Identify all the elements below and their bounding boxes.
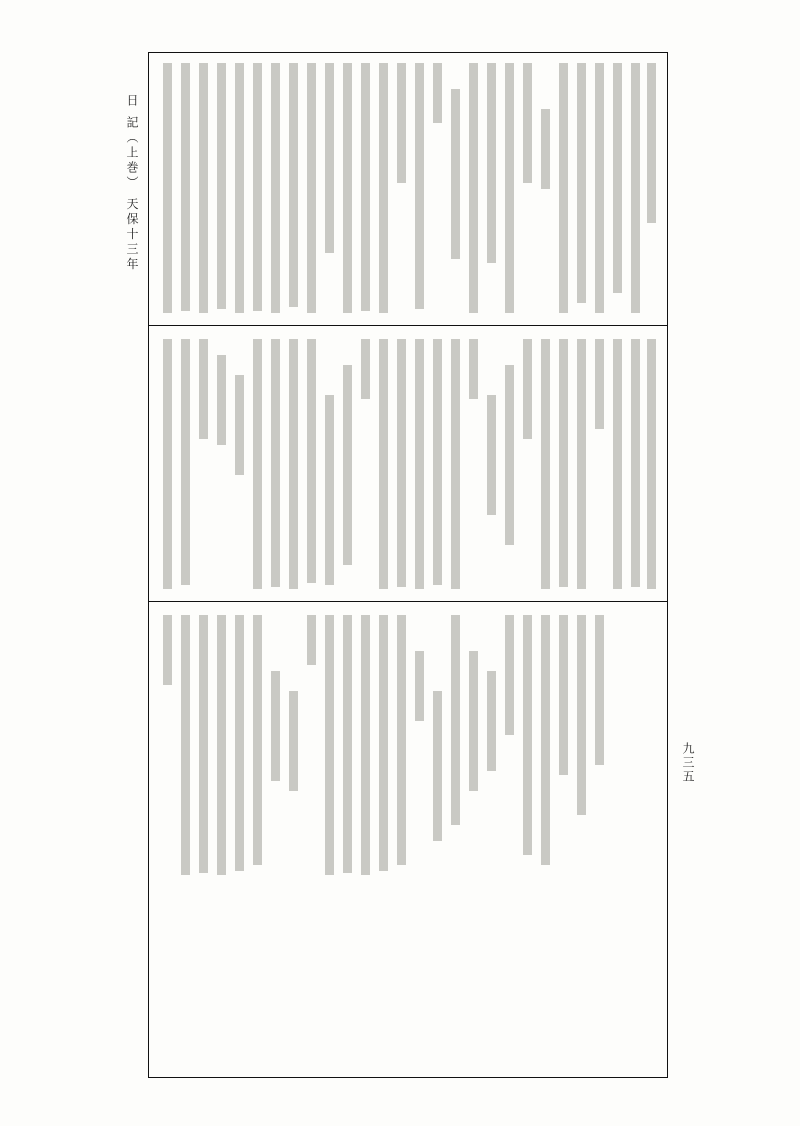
text-line-placeholder xyxy=(451,89,460,259)
text-line-placeholder xyxy=(595,63,604,313)
text-line-placeholder xyxy=(559,339,568,587)
text-line-placeholder xyxy=(595,615,604,765)
middle-section-lines xyxy=(159,335,659,595)
text-line-placeholder xyxy=(361,63,370,311)
text-line-placeholder xyxy=(541,615,550,865)
text-line-placeholder xyxy=(343,63,352,313)
text-line-placeholder xyxy=(163,339,172,589)
text-line-placeholder xyxy=(505,615,514,735)
text-line-placeholder xyxy=(181,339,190,585)
text-line-placeholder xyxy=(343,615,352,873)
middle-section-text xyxy=(159,335,657,595)
text-line-placeholder xyxy=(595,339,604,429)
text-line-placeholder xyxy=(289,339,298,589)
text-line-placeholder xyxy=(397,339,406,587)
text-line-placeholder xyxy=(613,339,622,589)
text-line-placeholder xyxy=(325,395,334,585)
text-line-placeholder xyxy=(469,63,478,313)
text-line-placeholder xyxy=(415,63,424,309)
bottom-section-text xyxy=(159,611,657,881)
text-line-placeholder xyxy=(523,615,532,855)
text-line-placeholder xyxy=(307,615,316,665)
text-line-placeholder xyxy=(451,615,460,825)
text-line-placeholder xyxy=(577,339,586,589)
text-line-placeholder xyxy=(577,63,586,303)
text-line-placeholder xyxy=(415,339,424,589)
text-line-placeholder xyxy=(647,339,656,589)
text-line-placeholder xyxy=(235,615,244,871)
text-line-placeholder xyxy=(199,339,208,439)
text-line-placeholder xyxy=(253,63,262,311)
text-line-placeholder xyxy=(325,615,334,875)
text-line-placeholder xyxy=(307,63,316,313)
text-line-placeholder xyxy=(631,339,640,587)
text-line-placeholder xyxy=(541,109,550,189)
text-line-placeholder xyxy=(469,651,478,791)
text-line-placeholder xyxy=(217,63,226,309)
text-line-placeholder xyxy=(253,339,262,589)
text-line-placeholder xyxy=(647,63,656,223)
text-line-placeholder xyxy=(559,63,568,313)
text-line-placeholder xyxy=(433,691,442,841)
text-line-placeholder xyxy=(163,615,172,685)
text-line-placeholder xyxy=(289,63,298,307)
text-line-placeholder xyxy=(217,355,226,445)
section-divider-1 xyxy=(149,325,667,326)
running-head: 日 記（上巻） 天保十三年 xyxy=(125,94,139,273)
text-line-placeholder xyxy=(379,615,388,871)
top-section-lines xyxy=(159,59,659,321)
text-line-placeholder xyxy=(271,671,280,781)
text-line-placeholder xyxy=(397,63,406,183)
text-line-placeholder xyxy=(289,691,298,791)
text-line-placeholder xyxy=(217,615,226,875)
text-line-placeholder xyxy=(487,395,496,515)
text-line-placeholder xyxy=(559,615,568,775)
text-line-placeholder xyxy=(181,615,190,875)
text-line-placeholder xyxy=(181,63,190,311)
text-line-placeholder xyxy=(307,339,316,583)
text-line-placeholder xyxy=(379,339,388,589)
text-line-placeholder xyxy=(523,339,532,439)
text-line-placeholder xyxy=(487,671,496,771)
text-line-placeholder xyxy=(469,339,478,399)
text-line-placeholder xyxy=(199,63,208,313)
text-line-placeholder xyxy=(271,339,280,587)
page-number: 九三五 xyxy=(681,742,695,784)
text-line-placeholder xyxy=(433,339,442,585)
text-line-placeholder xyxy=(397,615,406,865)
text-line-placeholder xyxy=(415,651,424,721)
page-frame xyxy=(148,52,668,1078)
text-line-placeholder xyxy=(487,63,496,263)
top-section-text xyxy=(159,59,657,321)
text-line-placeholder xyxy=(235,375,244,475)
text-line-placeholder xyxy=(433,63,442,123)
text-line-placeholder xyxy=(253,615,262,865)
text-line-placeholder xyxy=(199,615,208,873)
text-line-placeholder xyxy=(343,365,352,565)
text-line-placeholder xyxy=(361,339,370,399)
bottom-section-lines xyxy=(159,611,659,881)
text-line-placeholder xyxy=(613,63,622,293)
text-line-placeholder xyxy=(541,339,550,589)
text-line-placeholder xyxy=(235,63,244,313)
text-line-placeholder xyxy=(505,63,514,313)
text-line-placeholder xyxy=(379,63,388,313)
text-line-placeholder xyxy=(523,63,532,183)
text-line-placeholder xyxy=(325,63,334,253)
text-line-placeholder xyxy=(163,63,172,313)
text-line-placeholder xyxy=(505,365,514,545)
text-line-placeholder xyxy=(361,615,370,875)
text-line-placeholder xyxy=(577,615,586,815)
text-line-placeholder xyxy=(631,63,640,313)
section-divider-2 xyxy=(149,601,667,602)
text-line-placeholder xyxy=(271,63,280,313)
text-line-placeholder xyxy=(451,339,460,589)
